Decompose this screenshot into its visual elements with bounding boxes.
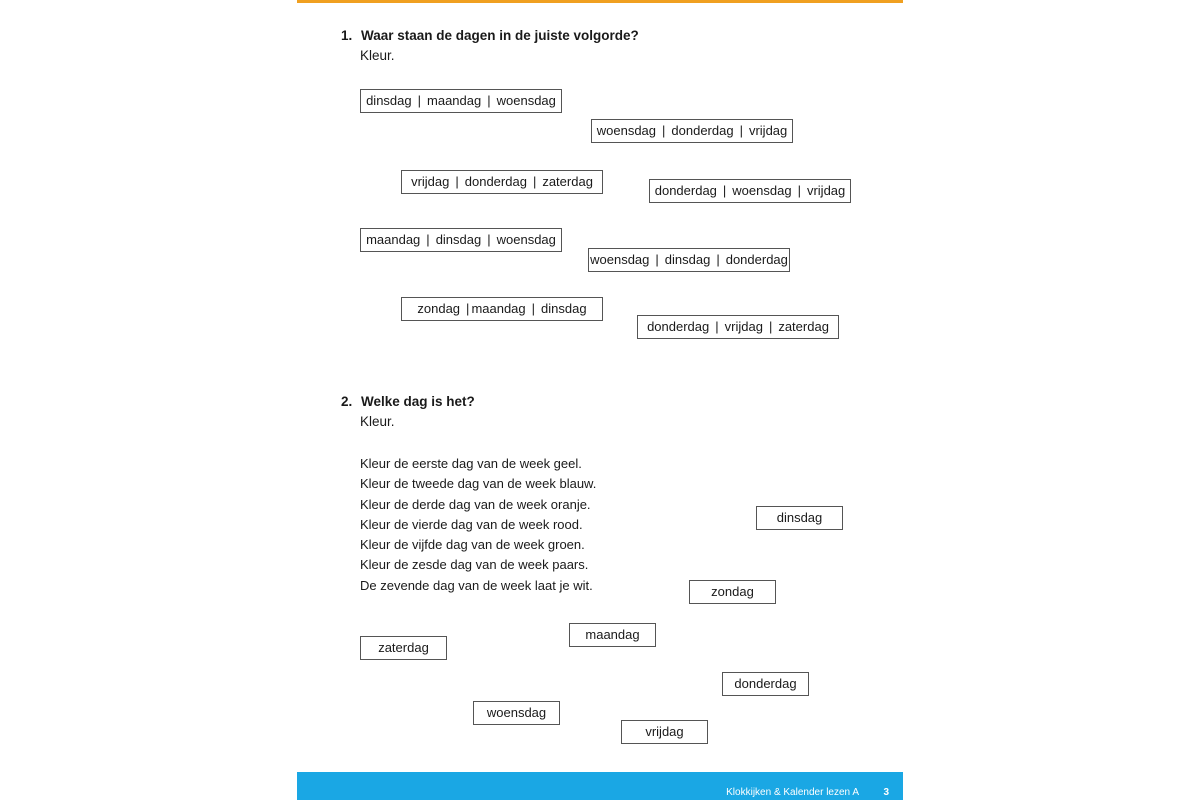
- day-box-maandag[interactable]: maandag: [569, 623, 656, 647]
- day-box-zaterdag[interactable]: zaterdag: [360, 636, 447, 660]
- question-1-title: [341, 28, 639, 43]
- day-box-vrijdag[interactable]: vrijdag: [621, 720, 708, 744]
- question-2-title: [341, 394, 475, 409]
- sequence-box-5[interactable]: maandag | dinsdag | woensdag: [360, 228, 562, 252]
- instruction-line: Kleur de tweede dag van de week blauw.: [360, 476, 597, 492]
- instruction-line: Kleur de vierde dag van de week rood.: [360, 516, 583, 532]
- sequence-box-6[interactable]: woensdag | dinsdag | donderdag: [588, 248, 790, 272]
- instruction-line: Kleur de eerste dag van de week geel.: [360, 456, 582, 471]
- sequence-box-1[interactable]: dinsdag | maandag | woensdag: [360, 89, 562, 113]
- day-box-woensdag[interactable]: woensdag: [473, 701, 560, 725]
- footer-title: Klokkijken & Kalender lezen A: [726, 787, 859, 798]
- sequence-box-4[interactable]: donderdag | woensdag | vrijdag: [649, 179, 851, 203]
- day-box-dinsdag[interactable]: dinsdag: [756, 506, 843, 530]
- instruction-line: De zevende dag van de week laat je wit.: [360, 577, 593, 593]
- footer-bar: [297, 772, 903, 800]
- instruction-line: Kleur de derde dag van de week oranje.: [360, 496, 591, 512]
- sequence-box-3[interactable]: vrijdag | donderdag | zaterdag: [401, 170, 603, 194]
- question-1-instruction: Kleur.: [360, 48, 395, 63]
- coloring-instructions: [360, 454, 596, 596]
- sequence-box-8[interactable]: donderdag | vrijdag | zaterdag: [637, 315, 839, 339]
- question-1-number: 1.: [341, 28, 353, 43]
- question-1-text: Waar staan de dagen in de juiste volgorde?: [361, 28, 639, 43]
- page-number: 3: [883, 787, 889, 798]
- sequence-box-7[interactable]: zondag | maandag | dinsdag: [401, 297, 603, 321]
- sequence-box-2[interactable]: woensdag | donderdag | vrijdag: [591, 119, 793, 143]
- question-2-text: Welke dag is het?: [361, 394, 475, 409]
- question-2-instruction: Kleur.: [360, 414, 395, 429]
- worksheet-page: [297, 0, 903, 800]
- day-box-donderdag[interactable]: donderdag: [722, 672, 809, 696]
- instruction-line: Kleur de vijfde dag van de week groen.: [360, 537, 585, 553]
- question-2-number: 2.: [341, 394, 353, 409]
- top-accent-bar: [297, 0, 903, 3]
- day-box-zondag[interactable]: zondag: [689, 580, 776, 604]
- instruction-line: Kleur de zesde dag van de week paars.: [360, 557, 589, 573]
